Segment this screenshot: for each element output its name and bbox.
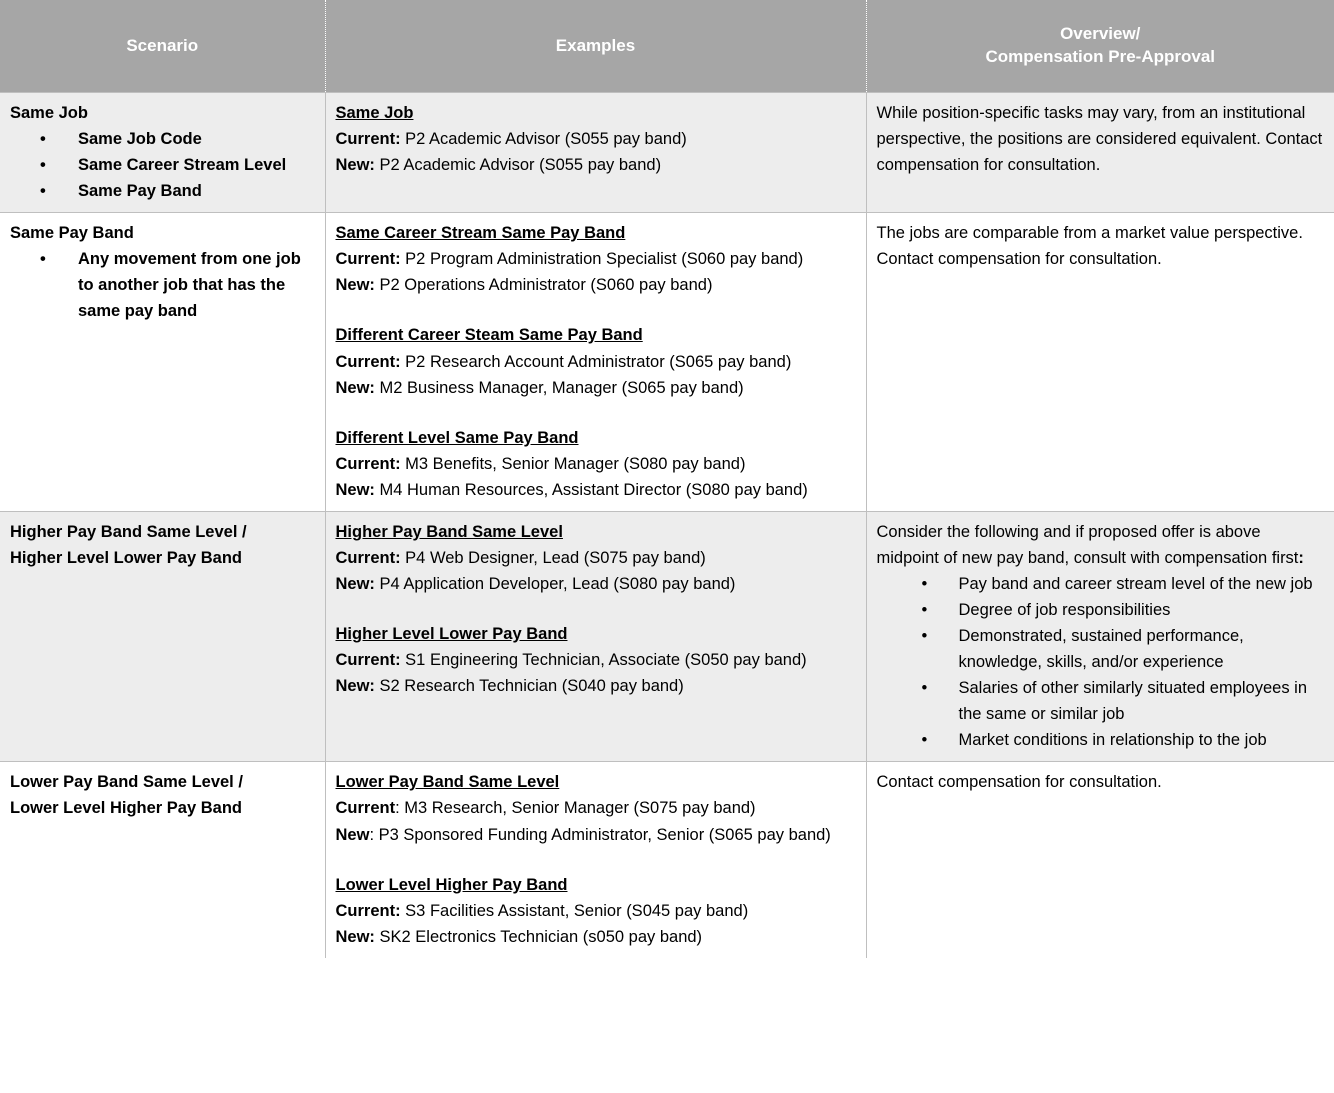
example-block (336, 425, 856, 503)
example-current-line (336, 647, 856, 673)
overview-cell (866, 511, 1334, 762)
example-new-label: New: (335, 378, 375, 397)
example-current-label: Current: (335, 454, 401, 473)
example-new-label: New: (335, 156, 375, 175)
example-title: Lower Pay Band Same Level (335, 773, 560, 792)
example-new-line (336, 272, 856, 298)
example-current-label: Current (335, 799, 396, 818)
table-row (0, 213, 1334, 512)
example-new-value: P2 Academic Advisor (S055 pay band) (374, 156, 662, 175)
example-current-line (336, 545, 856, 571)
column-header-scenario (0, 0, 325, 93)
example-new-value: P4 Application Developer, Lead (S080 pay band) (374, 574, 736, 593)
example-current-line (336, 898, 856, 924)
example-new-line (336, 375, 856, 401)
example-new-line (336, 152, 856, 178)
example-current-line (336, 349, 856, 375)
overview-lead-text: While position-specific tasks may vary, from an institutional perspective, the positions are considered equivalent. Contact compensation for consultation. (876, 104, 1323, 175)
example-new-label: New: (335, 677, 375, 696)
scenario-bullet-list (10, 126, 315, 204)
example-new-line (336, 924, 856, 950)
column-header-overview-line1: Overview/ (1060, 24, 1141, 44)
column-header-overview-line2: Compensation Pre-Approval (985, 47, 1216, 66)
overview-lead-text: Consider the following and if proposed offer is above midpoint of new pay band, consult with compensation first: (876, 522, 1304, 567)
example-title: Higher Level Lower Pay Band (335, 625, 568, 643)
overview-bullet-item: • Pay band and career stream level of the new job (877, 571, 1325, 597)
example-block (336, 621, 856, 699)
scenario-title: Higher Pay Band Same Level / Higher Level Lower Pay Band (10, 522, 247, 567)
overview-bullet-item: • Degree of job responsibilities (877, 597, 1325, 623)
example-new-value: M2 Business Manager, Manager (S065 pay band) (374, 378, 744, 397)
example-title: Different Career Steam Same Pay Band (335, 326, 643, 345)
example-new-label: New: (335, 927, 375, 946)
example-block (336, 322, 856, 400)
table-row (0, 511, 1334, 762)
overview-lead-text: The jobs are comparable from a market value perspective. Contact compensation for consultation. (876, 224, 1303, 269)
example-current-value: P2 Research Account Administrator (S065 pay band) (400, 352, 792, 371)
example-current-line (336, 126, 856, 152)
example-current-label: Current: (335, 352, 401, 371)
example-new-label: New: (335, 574, 375, 593)
example-new-value: : P3 Sponsored Funding Administrator, Senior (S065 pay band) (369, 825, 831, 844)
table-body (0, 93, 1334, 958)
overview-cell (866, 93, 1334, 213)
example-new-value: M4 Human Resources, Assistant Director (S080 pay band) (374, 480, 808, 499)
table-row (0, 762, 1334, 958)
example-current-value: S3 Facilities Assistant, Senior (S045 pay band) (400, 901, 749, 920)
column-header-examples-label: Examples (555, 35, 636, 55)
scenario-bullet-item: • Same Pay Band (10, 178, 315, 204)
table-row (0, 93, 1334, 213)
example-title: Different Level Same Pay Band (335, 428, 579, 447)
example-current-line (336, 246, 856, 272)
example-title: Same Career Stream Same Pay Band (335, 224, 626, 243)
example-current-value: P4 Web Designer, Lead (S075 pay band) (400, 548, 706, 567)
scenario-title: Lower Pay Band Same Level / Lower Level Higher Pay Band (10, 773, 243, 818)
example-current-value: P2 Program Administration Specialist (S060 pay band) (400, 250, 804, 269)
example-block (336, 872, 856, 950)
overview-bullet-list (877, 571, 1325, 753)
example-current-value: S1 Engineering Technician, Associate (S050 pay band) (400, 651, 807, 670)
example-current-value: P2 Academic Advisor (S055 pay band) (400, 130, 687, 149)
example-block (336, 100, 856, 178)
examples-cell (325, 762, 866, 958)
example-block (336, 769, 856, 847)
example-title: Higher Pay Band Same Level (335, 522, 563, 541)
examples-cell (325, 93, 866, 213)
overview-lead-suffix: : (1298, 548, 1304, 567)
example-current-value: M3 Benefits, Senior Manager (S080 pay band) (400, 454, 746, 473)
example-current-label: Current: (335, 130, 401, 149)
example-block (336, 220, 856, 298)
scenario-cell (0, 93, 325, 213)
example-new-line (336, 477, 856, 503)
scenario-title: Same Pay Band (10, 224, 134, 243)
example-current-label: Current: (335, 548, 401, 567)
table-header (0, 0, 1334, 93)
scenario-cell (0, 213, 325, 512)
example-new-value: SK2 Electronics Technician (s050 pay band) (374, 927, 703, 946)
column-header-examples (325, 0, 866, 93)
example-new-line (336, 673, 856, 699)
scenario-title: Same Job (10, 104, 88, 122)
example-title: Lower Level Higher Pay Band (335, 875, 568, 894)
example-block (336, 519, 856, 597)
header-row (0, 0, 1334, 93)
column-header-scenario-label: Scenario (126, 35, 199, 55)
example-new-value: S2 Research Technician (S040 pay band) (374, 677, 684, 696)
example-new-label: New: (335, 276, 375, 295)
overview-cell (866, 213, 1334, 512)
example-new-label: New: (335, 480, 375, 499)
scenario-bullet-item: • Same Job Code (10, 126, 315, 152)
example-current-line (336, 451, 856, 477)
overview-bullet-item: • Demonstrated, sustained performance, knowledge, skills, and/or experience (877, 623, 1325, 675)
example-new-line (336, 822, 856, 848)
scenario-cell (0, 762, 325, 958)
column-header-overview (866, 0, 1334, 93)
examples-cell (325, 213, 866, 512)
overview-bullet-item: • Salaries of other similarly situated employees in the same or similar job (877, 675, 1325, 727)
example-new-label: New (335, 825, 370, 844)
scenario-cell (0, 511, 325, 762)
example-title: Same Job (335, 104, 414, 122)
example-current-label: Current: (335, 651, 401, 670)
example-current-line (336, 795, 856, 821)
example-current-label: Current: (335, 250, 401, 269)
scenario-bullet-item: • Same Career Stream Level (10, 152, 315, 178)
scenario-bullet-list (10, 246, 315, 324)
example-new-line (336, 571, 856, 597)
overview-bullet-item: • Market conditions in relationship to the job (877, 727, 1325, 753)
scenario-bullet-item: • Any movement from one job to another job that has the same pay band (10, 246, 315, 324)
overview-lead-text: Contact compensation for consultation. (876, 773, 1162, 792)
example-current-label: Current: (335, 901, 401, 920)
examples-cell (325, 511, 866, 762)
example-current-value: : M3 Research, Senior Manager (S075 pay band) (395, 799, 756, 818)
example-new-value: P2 Operations Administrator (S060 pay band) (374, 276, 713, 295)
overview-cell (866, 762, 1334, 958)
